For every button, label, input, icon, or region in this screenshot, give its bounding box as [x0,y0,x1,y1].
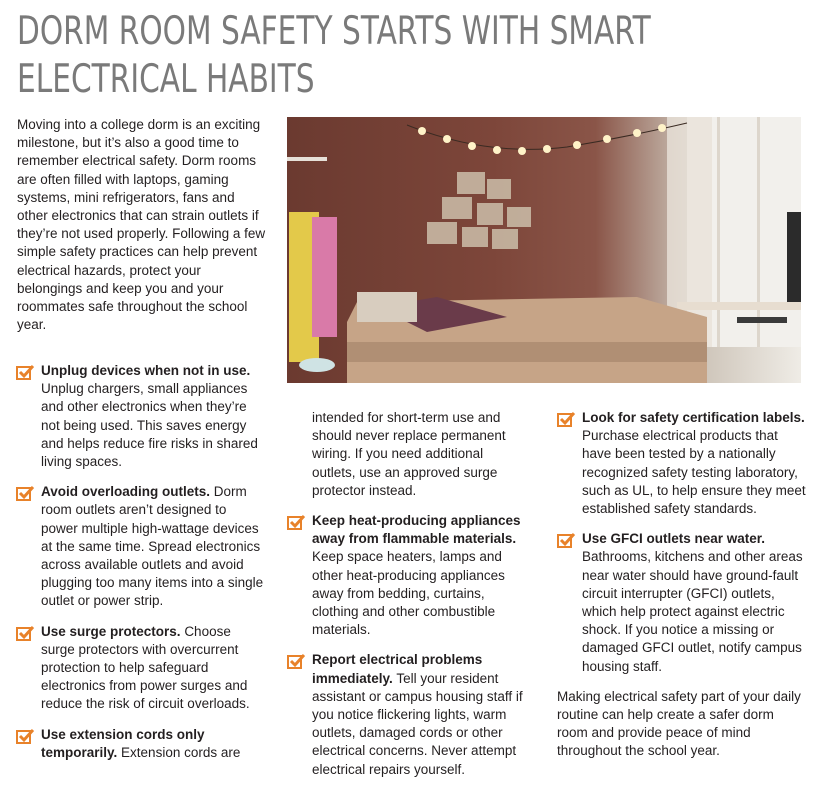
check-icon [557,411,576,428]
page-title [17,8,651,104]
tip-gfci-outlets [557,530,807,676]
tip-heading: Look for safety certification labels. [582,410,805,425]
intro-paragraph: Moving into a college dorm is an exciting milestone, but it’s also a good time to remember electrical safety. Dorm rooms are often filled with laptops, gaming systems, mini refrigerators, fans and other electronics that can strain outlets if they’re not used properly. Following a few simple safety practices can help prevent electrical hazards, protect your belongings and keep you and your roommates safe throughout the school year. [17,117,266,333]
closing-paragraph [557,688,807,761]
tip-heading: Keep heat-producing appliances away from flammable materials. [312,513,521,547]
tip-extension-cords [16,726,266,762]
tips-column-3 [557,409,807,761]
title-line-2: ELECTRICAL HABITS [17,57,315,102]
tip-extension-cords-continued [287,409,527,500]
check-icon [16,485,35,502]
outro-text: Making electrical safety part of your daily routine can help create a safer dorm room and provide peace of mind throughout the school year. [557,688,801,759]
title-line-1: DORM ROOM SAFETY STARTS WITH SMART [17,9,651,54]
tip-heading: Use extension cords only temporarily. [41,726,205,760]
check-icon [16,625,35,642]
tip-heading: Use surge protectors. [41,623,181,639]
tip-heading: Use GFCI outlets near water. [582,531,766,547]
tip-report-problems [287,651,527,778]
tip-heat-appliances [287,512,527,639]
tips-column-2 [287,409,527,791]
tip-heading: Avoid overloading outlets. [41,484,211,500]
tip-text: Dorm room outlets aren’t designed to power multiple high-wattage devices at the same time. Spread electronics across available outlets and avoid plugging too many items into a single outlet or power strip. [41,484,264,609]
check-icon [16,364,35,381]
check-icon [557,532,576,549]
check-icon [287,514,306,531]
tip-text: Extension cords are [121,744,241,760]
dorm-room-photo [287,117,801,383]
tip-text: Tell your resident assistant or campus housing staff if you notice flickering lights, warm outlets, damaged cords or other electrical concerns. Never attempt electrical repairs yourself. [312,670,523,777]
tips-column-1 [16,362,266,774]
check-icon [16,728,35,745]
tip-text: Choose surge protectors with overcurrent protection to help safeguard electronics from power surges and reduce the risk of circuit overloads. [41,623,250,712]
tip-heading: Report electrical problems immediately. [312,652,483,686]
tip-text: Keep space heaters, lamps and other heat-producing appliances away from bedding, curtains, clothing and other combustible materials. [312,549,505,638]
tip-text: Unplug chargers, small appliances and other electronics when they’re not being used. This saves energy and helps reduce fire risks in shared living spaces. [41,381,258,470]
tip-certification-labels [557,409,807,518]
tip-heading: Unplug devices when not in use. [41,363,251,378]
tip-text: Bathrooms, kitchens and other areas near water should have ground-fault circuit interrupter (GFCI) outlets, which help protect against electric shock. If you notice a missing or damaged GFCI outlet, notify campus housing staff. [582,549,803,674]
tip-text: intended for short-term use and should never replace permanent wiring. If you need additional outlets, use an approved surge protector instead. [312,410,506,498]
tip-unplug-devices [16,362,266,471]
tip-text: Purchase electrical products that have been tested by a nationally recognized safety testing laboratory, such as UL, to help ensure they meet established safety standards. [582,428,806,517]
tip-avoid-overloading [16,483,266,610]
check-icon [287,653,306,670]
tip-surge-protectors [16,623,266,714]
